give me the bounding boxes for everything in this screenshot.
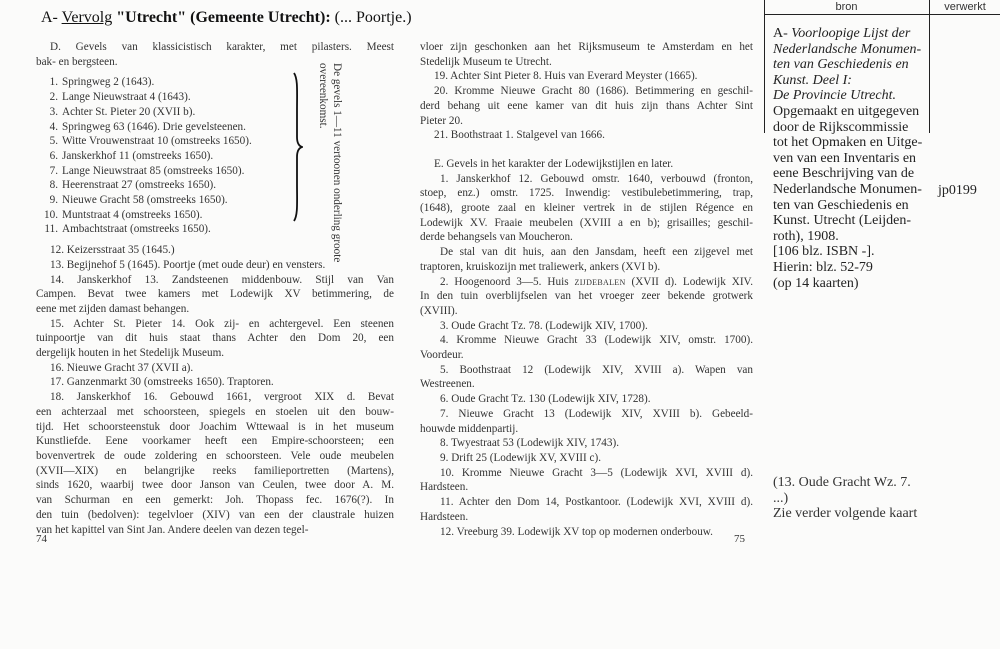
item-number: 11. — [44, 223, 58, 236]
source-title: Nederlandsche Monumen- — [773, 41, 922, 57]
entry-line: 18. Janskerkhof 16. Gebouwd 1661, vergroot XIX d. Bevat — [50, 391, 394, 404]
entry-line: den tuin (bedolven): tegelvloer (XIV) van een der claustrale huizen — [36, 508, 394, 521]
entry — [420, 84, 753, 128]
source-detail-line: ven van een Inventaris en — [773, 150, 917, 166]
entry-line: vloer zijn geschonken aan het Rijksmuseum te Amsterdam en het — [420, 41, 753, 53]
entry-line: bovenvertrek de oude zoldering en schoorsteen. Vele oude meubelen — [36, 449, 394, 462]
source-detail-line: tot het Opmaken en Uitge- — [773, 135, 923, 151]
entry-line: In den tuin overblijfselen van het vroeger zeer bekende grotwerk — [420, 290, 753, 303]
entry-line: De stal van dit huis, aan den Jansdam, heeft een zijgevel met — [440, 246, 753, 259]
entry-line: 19. Achter Sint Pieter 8. Huis van Everard Meyster (1665). — [434, 70, 698, 83]
source-title-line — [773, 42, 973, 58]
entry — [36, 317, 394, 361]
entry-line: Westreenen. — [420, 378, 475, 391]
entry — [36, 390, 394, 537]
entry-line: 5. Boothstraat 12 (Lodewijk XIV, XVIII a). Wapen van — [440, 363, 753, 376]
entry-line: Kunstliefde. Eene voorkamer heeft een Empire-schoorsteen; een — [36, 435, 394, 448]
item-number: 5. — [49, 135, 58, 148]
entry-line: tuinpoortje van dit huis staat thans Achter den Dom 20, een — [36, 332, 394, 345]
source-detail-line: eene Beschrijving van de — [773, 166, 915, 182]
page-number-right: 75 — [734, 533, 745, 545]
entry — [420, 392, 753, 407]
entry-line: Campen. Bevat twee kamers met Lodewijk XV betimmering, de — [36, 288, 394, 301]
entry — [420, 451, 753, 466]
entry-line: houwde middenpartij. — [420, 422, 519, 435]
source-title: Kunst. Deel I: — [773, 72, 852, 88]
entry-line: Voordeur. — [420, 349, 464, 362]
item-number: 2. — [49, 91, 58, 104]
item-number: 3. — [49, 105, 58, 118]
entries-right-before-e — [420, 40, 753, 143]
source-prefix: A- — [773, 26, 792, 41]
entry-line: 2. Hoogenoord 3—5. Huis zijdebalen (XVII d). Lodewijk XIV. — [440, 275, 753, 288]
entry-line: van Schurman en een gemerkt: Joh. Thopass fec. 1676(?). In — [36, 494, 394, 507]
entry-line: een achterzaal met schoorsteen, spiegels en stoelen uit den bouw- — [36, 405, 394, 418]
entry-line: (1648), groote zaal en kleiner vertrek in de stijlen Régence en — [420, 202, 753, 215]
item-number: 7. — [49, 164, 58, 177]
card-heading — [41, 9, 412, 27]
source-detail-line: door de Rijkscommissie — [773, 119, 909, 135]
source-detail-line: [106 blz. ISBN -]. — [773, 244, 875, 260]
card-border-left — [764, 0, 765, 133]
section-d-intro-cont: bak- en bergsteen. — [36, 55, 118, 68]
entry-line: 21. Boothstraat 1. Stalgevel van 1666. — [434, 129, 605, 142]
entry-line: 4. Kromme Nieuwe Gracht 33 (Lodewijk XIV, omstr. 1700). — [440, 334, 753, 347]
entry — [36, 361, 394, 376]
entry-line: 15. Achter St. Pieter 14. Ook zij- en achtergevel. Een steenen — [50, 317, 394, 330]
source-description — [773, 26, 973, 291]
entry — [420, 245, 753, 274]
item-number: 4. — [49, 120, 58, 133]
house-name: zijdebalen — [574, 275, 626, 288]
item-text: Lange Nieuwstraat 4 (1643). — [62, 91, 191, 104]
entry-line: 10. Kromme Nieuwe Gracht 3—5 (Lodewijk XVI, XVIII d). — [440, 466, 753, 479]
column-verwerkt: verwerkt — [944, 1, 986, 13]
continuation-line: (13. Oude Gracht Wz. 7. — [773, 475, 911, 490]
entry-line: (XVII—XIX) en belangrijke reeks familieportretten (Martens), — [36, 464, 394, 477]
entry-line: stoep, enz.) omstr. 1725. Inwendig: vestibulebetimmering, trap, — [420, 187, 753, 200]
item-text: Ambachtstraat (omstreeks 1650). — [62, 223, 211, 236]
book-page-right — [420, 40, 753, 539]
item-text: Springweg 63 (1646). Drie gevelsteenen. — [62, 120, 246, 133]
item-text: Witte Vrouwenstraat 10 (omstreeks 1650). — [62, 135, 252, 148]
item-number: 10. — [44, 208, 58, 221]
column-bron: bron — [835, 1, 858, 13]
section-d-intro: D. Gevels van klassicistisch karakter, met pilasters. Meest — [50, 41, 394, 53]
entry-line: dergelijk houten in het Stedelijk Museum. — [36, 347, 225, 360]
source-detail-line: Opgemaakt en uitgegeven — [773, 103, 920, 119]
entry-line: eene met zijden damast behangen. — [36, 302, 190, 315]
item-text: Achter St. Pieter 20 (XVII b). — [62, 105, 196, 118]
entry-line: 20. Kromme Nieuwe Gracht 80 (1686). Betimmering en geschil- — [434, 85, 753, 98]
entry — [36, 273, 394, 317]
entry-line: 12. Vreeburg 39. Lodewijk XV top op modernen onderbouw. — [440, 525, 713, 538]
continuation-line: ...) — [773, 490, 789, 506]
entry-line: Stedelijk Museum te Utrecht. — [420, 55, 552, 68]
entry-line: 7. Nieuwe Gracht 13 (Lodewijk XIV, XVIII b). Gebeeld- — [440, 407, 753, 420]
entry — [420, 407, 753, 436]
item-number: 1. — [49, 76, 58, 89]
entry-line: 14. Janskerkhof 13. Zandsteenen middenbouw. Stijl van Van — [50, 273, 394, 286]
entry-line: Pieter 20. — [420, 114, 463, 127]
item-text: Springweg 2 (1643). — [62, 76, 155, 89]
source-title-line — [773, 57, 973, 73]
heading-vervolg: Vervolg — [61, 9, 113, 26]
page-number-left: 74 — [36, 533, 47, 545]
entry — [420, 466, 753, 495]
item-number: 6. — [49, 149, 58, 162]
source-detail-line: (op 14 kaarten) — [773, 275, 859, 291]
item-text: Janskerkhof 11 (omstreeks 1650). — [62, 149, 214, 162]
section-e-heading: E. Gevels in het karakter der Lodewijkstijlen en later. — [434, 157, 674, 170]
entry-line: derde behangsels van Moucheron. — [420, 231, 573, 244]
entry-line: van het kapittel van Sint Jan. Andere deelen van dezen tegel- — [36, 523, 309, 536]
source-detail-line: Kunst. Utrecht (Leijden- — [773, 213, 912, 229]
continuation-note — [773, 475, 993, 522]
source-detail-line: Hierin: blz. 52-79 — [773, 259, 873, 275]
heading-location: "Utrecht" (Gemeente Utrecht): — [112, 9, 331, 26]
source-title-line — [773, 26, 973, 42]
entry — [420, 319, 753, 334]
entry-line: 6. Oude Gracht Tz. 130 (Lodewijk XIV, 1728). — [440, 393, 651, 406]
entry-line: 11. Achter den Dom 14, Postkantoor. (Lodewijk XVI, XVIII d). — [440, 496, 753, 509]
book-page-left — [36, 40, 394, 537]
entry — [420, 40, 753, 69]
continuation-line: Zie verder volgende kaart — [773, 506, 918, 522]
processed-code: jp0199 — [938, 183, 977, 198]
entry-line: 1. Janskerkhof 12. Gebouwd omstr. 1640, verbouwd (fronton, — [440, 172, 753, 185]
source-title-line — [773, 73, 973, 89]
source-card-header — [764, 0, 1000, 15]
entry-line: sinds 1620, waarbij twee door Janson van Ceulen, twee door A. M. — [36, 479, 394, 492]
source-detail-line: Nederlandsche Monumen- — [773, 181, 922, 197]
entry-line: (XVIII). — [420, 304, 458, 317]
entry — [420, 495, 753, 524]
entry — [420, 436, 753, 451]
entry-line: 8. Twyestraat 53 (Lodewijk XIV, 1743). — [440, 437, 620, 450]
entry-line: tijd. Het schoorsteenstuk door Joachim Wttewaal is in het museum — [36, 420, 394, 433]
entry-line: 17. Ganzenmarkt 30 (omstreeks 1650). Traptoren. — [50, 376, 274, 389]
entry — [420, 363, 753, 392]
entry — [36, 375, 394, 390]
item-text: Heerenstraat 27 (omstreeks 1650). — [62, 179, 217, 192]
source-detail-line: ten van Geschiedenis en — [773, 197, 909, 213]
item-text: Nieuwe Gracht 58 (omstreeks 1650). — [62, 194, 228, 207]
entry — [420, 172, 753, 246]
entry-line: Lodewijk XV. Fraaie meubelen (XVIII a en b); grisailles; geschil- — [420, 216, 753, 229]
entry — [420, 128, 753, 143]
source-title: Voorloopige Lijst der — [791, 26, 911, 41]
entries-left — [36, 243, 394, 537]
entry-line: 16. Nieuwe Gracht 37 (XVII a). — [50, 361, 194, 374]
entry-line: Hardsteen. — [420, 510, 469, 523]
entry — [420, 525, 753, 540]
heading-prefix: A- — [41, 9, 62, 26]
heading-range: (... Poortje.) — [330, 9, 412, 26]
entry-line: Hardsteen. — [420, 481, 469, 494]
entry-line: 13. Begijnehof 5 (1645). Poortje (met oude deur) en vensters. — [50, 258, 326, 271]
item-number: 8. — [49, 179, 58, 192]
entries-right-section-e — [420, 172, 753, 540]
item-text: Muntstraat 4 (omstreeks 1650). — [62, 208, 203, 221]
item-text: Lange Nieuwstraat 85 (omstreeks 1650). — [62, 164, 245, 177]
entry — [420, 69, 753, 84]
source-detail-line: roth), 1908. — [773, 228, 839, 244]
entry — [420, 333, 753, 362]
item-number: 9. — [49, 194, 58, 207]
entry-line: 12. Keizersstraat 35 (1645.) — [50, 244, 175, 257]
brace-note: De gevels 1—11 vertoonen onderling groote overeenkomst. — [317, 63, 343, 263]
curly-brace-icon — [291, 71, 303, 223]
entry-line: traptoren, kruiskozijn met traliewerk, ankers (XVI b). — [420, 260, 661, 273]
entry-line: derd behang uit eene kamer van dit huis zijn thans Achter Sint — [420, 99, 753, 112]
source-title-line — [773, 88, 973, 104]
entry-line: 3. Oude Gracht Tz. 78. (Lodewijk XIV, 1700). — [440, 319, 648, 332]
entry — [420, 275, 753, 319]
source-title: De Provincie Utrecht. — [773, 88, 896, 104]
source-title: ten van Geschiedenis en — [773, 57, 909, 73]
entry-line: 9. Drift 25 (Lodewijk XV, XVIII c). — [440, 451, 602, 464]
